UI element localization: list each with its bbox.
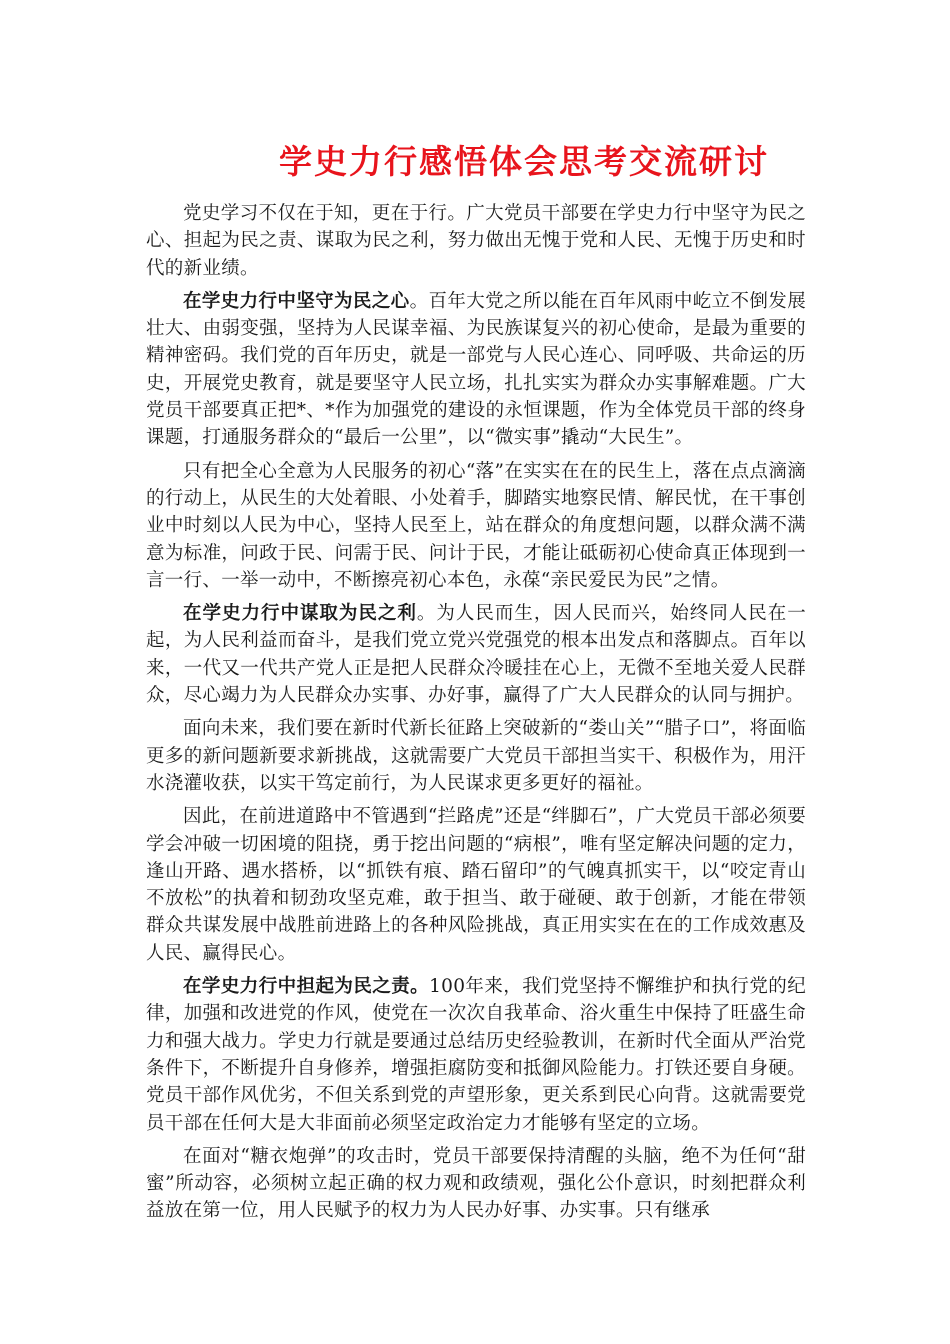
paragraph-text: 只有把全心全意为人民服务的初心“落”在实实在在的民生上，落在点点滴滴的行动上，从民生的大处着眼、小处着手，脚踏实地察民情、解民忧，在干事创业中时刻以人民为中心，坚持人民至上，站在群众的角度想问题，以群众满不满意为标准，问政于民、问需于民、问计于民，才能让砥砺初心使命真正体现到一言一行、一举一动中，不断擦亮初心本色，永葆“亲民爱民为民”之情。 xyxy=(146,460,806,591)
paragraph-body xyxy=(146,803,806,967)
section-heading: 在学史力行中担起为民之责。 xyxy=(183,976,430,998)
paragraph-intro xyxy=(146,200,806,282)
document-title: 学史力行感悟体会思考交流研讨 xyxy=(279,142,769,181)
paragraph-body xyxy=(146,1143,806,1225)
document-page xyxy=(146,128,806,1231)
paragraph-text: 在面对“糖衣炮弹”的攻击时，党员干部要保持清醒的头脑，绝不为任何“甜蜜”所动容，必须树立起正确的权力观和政绩观，强化公仆意识，时刻把群众利益放在第一位，用人民赋予的权力为人民办好事、办实事。只有继承 xyxy=(146,1145,806,1222)
section-heading: 在学史力行中谋取为民之利 xyxy=(183,603,417,625)
paragraph-text: 100年来，我们党坚持不懈维护和执行党的纪律，加强和改进党的作风，使党在一次次自我革命、浴火重生中保持了旺盛生命力和强大战力。学史力行就是要通过总结历史经验教训，在新时代全面从严治党条件下，不断提升自身修养，增强拒腐防变和抵御风险能力。打铁还要自身硬。党员干部作风优劣，不但关系到党的声望形象，更关系到民心向背。这就需要党员干部在任何大是大非面前必须坚定政治定力才能够有坚定的立场。 xyxy=(146,976,806,1134)
paragraph-text: 。为人民而生，因人民而兴，始终同人民在一起，为人民利益而奋斗，是我们党立党兴党强党的根本出发点和落脚点。百年以来，一代又一代共产党人正是把人民群众冷暖挂在心上，无微不至地关爱人民群众，尽心竭力为人民群众办实事、办好事，赢得了广大人民群众的认同与拥护。 xyxy=(146,603,806,707)
section-heading: 在学史力行中坚守为民之心 xyxy=(183,290,410,312)
paragraph-section-duty xyxy=(146,973,806,1137)
paragraph-section-benefit xyxy=(146,600,806,709)
paragraph-text: 党史学习不仅在于知，更在于行。广大党员干部要在学史力行中坚守为民之心、担起为民之责、谋取为民之利，努力做出无愧于党和人民、无愧于历史和时代的新业绩。 xyxy=(146,203,806,279)
paragraph-body xyxy=(146,715,806,797)
paragraph-text: 因此，在前进道路中不管遇到“拦路虎”还是“绊脚石”，广大党员干部必须要学会冲破一切困境的阻挠，勇于挖出问题的“病根”，唯有坚定解决问题的定力，逢山开路、遇水搭桥，以“抓铁有痕、踏石留印”的气魄真抓实干，以“咬定青山不放松”的执着和韧劲攻坚克难，敢于担当、敢于碰硬、敢于创新，才能在带领群众共谋发展中战胜前进路上的各种风险挑战，真正用实实在在的工作成效惠及人民、赢得民心。 xyxy=(146,806,806,964)
paragraph-text: 。百年大党之所以能在百年风雨中屹立不倒发展壮大、由弱变强，坚持为人民谋幸福、为民族谋复兴的初心使命，是最为重要的精神密码。我们党的百年历史，就是一部党与人民心连心、同呼吸、共命运的历史，开展党史教育，就是要坚守人民立场，扎扎实实为群众办实事解难题。广大党员干部要真正把*、*作为加强党的建设的永恒课题，作为全体党员干部的终身课题，打通服务群众的“最后一公里”，以“微实事”撬动“大民生”。 xyxy=(146,290,806,449)
paragraph-section-heart xyxy=(146,288,806,452)
paragraph-body xyxy=(146,458,806,594)
paragraph-text: 面向未来，我们要在新时代新长征路上突破新的“娄山关”“腊子口”，将面临更多的新问题新要求新挑战，这就需要广大党员干部担当实干、积极作为，用汗水浇灌收获，以实干笃定前行，为人民谋求更多更好的福祉。 xyxy=(146,718,806,794)
